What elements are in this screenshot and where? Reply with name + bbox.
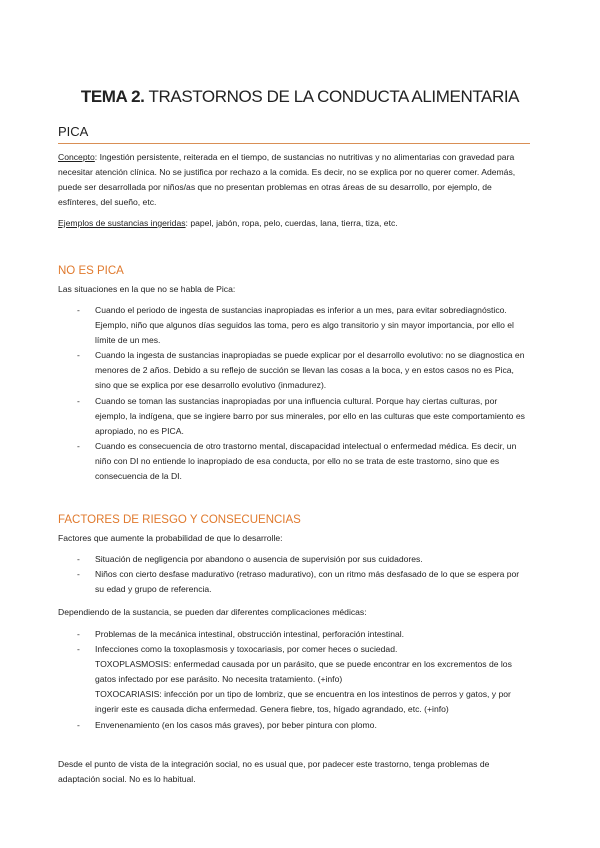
- toxocariasis-note: TOXOCARIASIS: infección por un tipo de lombriz, que se encuentra en los intestinos de perros y gatos, y por ingerir este es causada dicha enfermedad. Genera fiebre, tos, hígado agrandado, etc. (+info): [95, 689, 511, 715]
- concept-label: Concepto: [58, 152, 95, 162]
- title-number: TEMA 2.: [80, 87, 145, 106]
- examples-text: : papel, jabón, ropa, pelo, cuerdas, lana, tierra, tiza, etc.: [185, 218, 398, 228]
- list-dash: -: [77, 350, 80, 361]
- list-item-text: Niños con cierto desfase madurativo (retraso madurativo), con un ritmo más desfasado de lo que se espera por su edad y grupo de referencia.: [95, 569, 520, 595]
- list-item-text: Cuando se toman las sustancias inapropiadas por una influencia cultural. Porque hay ciertas culturas, por ejemplo, la indígena, que se ingiere barro por sus minerales, por ello en las culturas que este comportamiento es apropiado, no es PICA.: [95, 395, 525, 436]
- list-item-text: Infecciones como la toxoplasmosis y toxocariasis, por comer heces o suciedad.: [95, 644, 398, 655]
- no-pica-list-container: [58, 303, 530, 484]
- list-dash: -: [77, 440, 80, 451]
- list-item: [58, 718, 530, 733]
- closing-paragraph: Desde el punto de vista de la integración social, no es usual que, por padecer este trastorno, tenga problemas de adaptación social. No es lo habitual.: [58, 759, 490, 785]
- heading-divider: [58, 143, 530, 144]
- examples-paragraph: [58, 216, 530, 231]
- list-item-text: Cuando la ingesta de sustancias inapropiadas se puede explicar por el desarrollo evolutivo: no se diagnostica en menores de 2 años. Debido a su reflejo de succión se llevan las cosas a la boca, y en estos casos no es Pica, sino que se explica por ese desarrollo evolutivo (inmadurez).: [95, 350, 525, 391]
- list-item: [58, 627, 530, 642]
- list-dash: -: [77, 719, 80, 730]
- complications-list: [58, 627, 530, 733]
- concept-text: : Ingestión persistente, reiterada en el tiempo, de sustancias no nutritivas y no alimentarias con gravedad para necesitar atención clínica. No se justifica por rechazo a la comida. Es decir, no se explica por no querer comer. Además, puede ser desarrollada por niños/as que no presentan problemas en otras áreas de su desarrollo, por ejemplo, de esfínteres, del sueño, etc.: [58, 152, 516, 208]
- page-title: [0, 87, 600, 107]
- list-item: [58, 642, 530, 717]
- list-item: [58, 394, 530, 439]
- list-item-text: Cuando el periodo de ingesta de sustancias inapropiadas es inferior a un mes, para evitar sobrediagnóstico. Ejemplo, niño que algunos días seguidos las toma, pero es algo transitorio y sin mayor importancia, por ello el límite de un mes.: [95, 305, 514, 346]
- complications-intro: Dependiendo de la sustancia, se pueden dar diferentes complicaciones médicas:: [58, 607, 367, 617]
- section-heading-factores: FACTORES DE RIESGO Y CONSECUENCIAS: [58, 514, 301, 526]
- complications-list-container: [58, 627, 530, 733]
- factores-list: [58, 552, 530, 597]
- section-heading-no-pica: NO ES PICA: [58, 265, 124, 277]
- toxoplasmosis-note: TOXOPLASMOSIS: enfermedad causada por un parásito, que se puede encontrar en los excrementos de los gatos infectado por ese parásito. No necesita tratamiento. (+info): [95, 659, 512, 685]
- list-item-text: Problemas de la mecánica intestinal, obstrucción intestinal, perforación intestinal.: [95, 629, 405, 639]
- no-pica-list: [58, 303, 530, 484]
- factores-list-container: [58, 552, 530, 597]
- list-item: [58, 552, 530, 567]
- list-item-text: Envenenamiento (en los casos más graves), por beber pintura con plomo.: [95, 719, 377, 730]
- list-item: [58, 303, 530, 348]
- list-dash: -: [77, 305, 80, 315]
- list-dash: -: [77, 569, 80, 580]
- title-text: TRASTORNOS DE LA CONDUCTA ALIMENTARIA: [144, 87, 520, 106]
- list-item: [58, 439, 530, 484]
- list-item: [58, 348, 530, 393]
- list-dash: -: [77, 554, 80, 564]
- list-dash: -: [77, 644, 80, 655]
- factores-intro: Factores que aumente la probabilidad de que lo desarrolle:: [58, 533, 283, 543]
- list-item: [58, 567, 530, 597]
- list-item-text: Cuando es consecuencia de otro trastorno mental, discapacidad intelectual o enfermedad médica. Es decir, un niño con DI no entiende lo inapropiado de esa conducta, por ello no se trata de este trastorno, sino que es consecuencia de la DI.: [95, 440, 517, 482]
- section-heading-pica: PICA: [58, 124, 89, 139]
- list-item-text: Situación de negligencia por abandono o ausencia de supervisión por sus cuidadores.: [95, 554, 423, 564]
- concept-paragraph: [58, 150, 530, 210]
- list-dash: -: [77, 629, 80, 639]
- no-pica-intro: Las situaciones en la que no se habla de Pica:: [58, 284, 236, 294]
- examples-label: Ejemplos de sustancias ingeridas: [58, 218, 186, 228]
- list-dash: -: [77, 395, 80, 406]
